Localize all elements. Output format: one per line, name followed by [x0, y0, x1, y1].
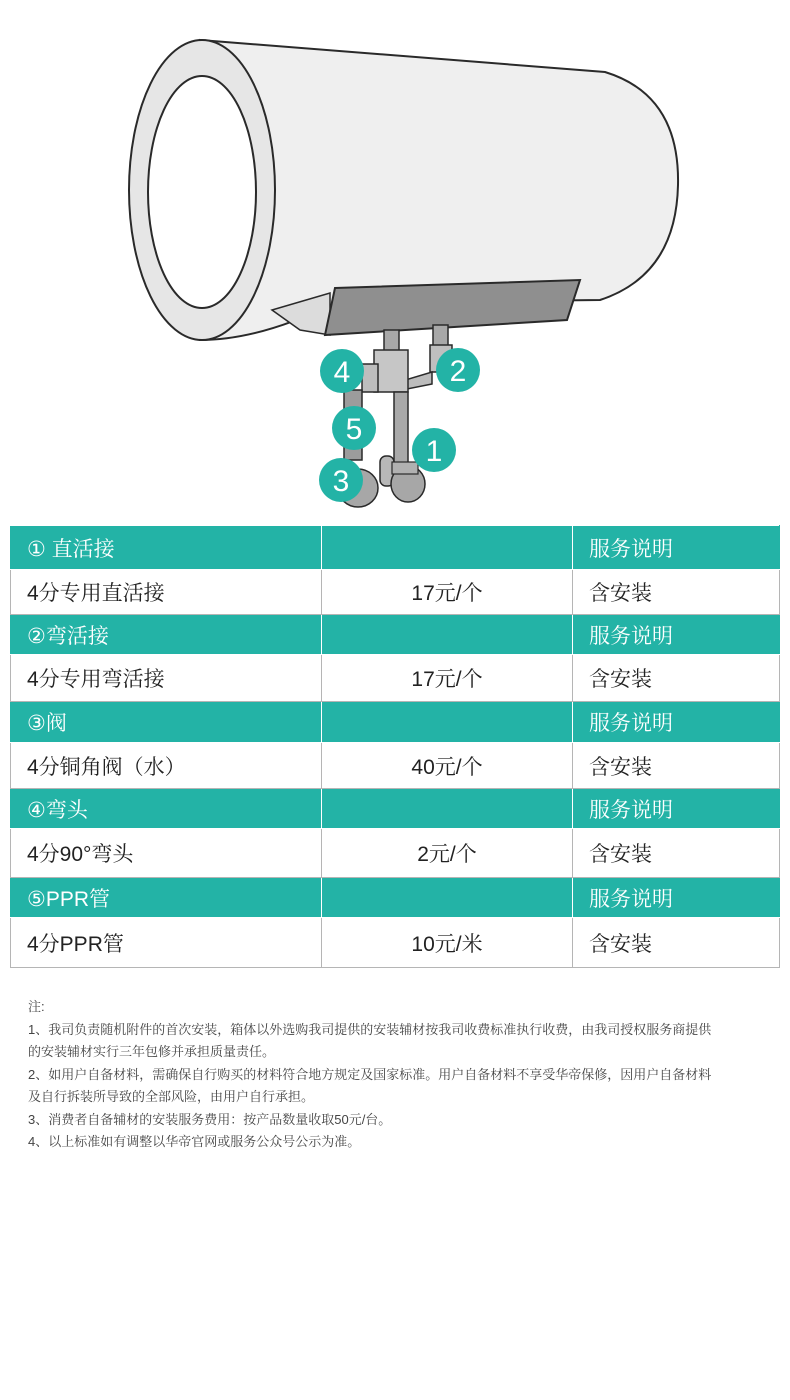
water-heater-illustration: [0, 0, 790, 520]
callout-4-label: 4: [333, 356, 351, 389]
section-title: ⑤PPR管: [11, 878, 322, 918]
callout-1: [412, 428, 456, 472]
section-header-empty: [322, 789, 573, 829]
callout-3-label: 3: [332, 465, 350, 498]
table-row: [11, 829, 780, 878]
table-row: [11, 570, 780, 615]
table-row: [11, 743, 780, 789]
section-header-row: [11, 878, 780, 918]
table-row: [11, 655, 780, 702]
note-line: 1、我司负责随机附件的首次安装，箱体以外选购我司提供的安装辅材按我司收费标准执行收费，由我司授权服务商提供: [28, 1021, 712, 1037]
note-line: 4、以上标准如有调整以华帝官网或服务公众号公示为准。: [28, 1134, 361, 1149]
item-service: 含安装: [573, 655, 780, 702]
callout-3: [319, 458, 363, 502]
accessory-price-table: [10, 525, 780, 968]
service-header: 服务说明: [573, 878, 780, 918]
item-service: 含安装: [573, 918, 780, 968]
item-service: 含安装: [573, 743, 780, 789]
item-price: 2元/个: [322, 829, 573, 878]
item-price: 10元/米: [322, 918, 573, 968]
section-header-row: [11, 702, 780, 743]
item-name: 4分90°弯头: [11, 829, 322, 878]
section-header-row: [11, 615, 780, 655]
section-header-empty: [322, 878, 573, 918]
section-header-row: [11, 789, 780, 829]
section-title: ④弯头: [11, 789, 322, 829]
callout-2-label: 2: [449, 355, 467, 388]
service-header: 服务说明: [573, 615, 780, 655]
item-service: 含安装: [573, 829, 780, 878]
control-panel: [325, 280, 580, 335]
item-name: 4分专用直活接: [11, 570, 322, 615]
item-service: 含安装: [573, 570, 780, 615]
section-header-empty: [322, 526, 573, 570]
section-title: ②弯活接: [11, 615, 322, 655]
callout-5: [332, 406, 376, 450]
item-price: 17元/个: [322, 655, 573, 702]
item-name: 4分专用弯活接: [11, 655, 322, 702]
callout-1-label: 1: [425, 435, 443, 468]
service-header: 服务说明: [573, 789, 780, 829]
item-price: 17元/个: [322, 570, 573, 615]
service-header: 服务说明: [573, 526, 780, 570]
callout-5-label: 5: [345, 413, 363, 446]
notes-label: 注:: [28, 999, 45, 1014]
service-header: 服务说明: [573, 702, 780, 743]
note-line: 2、如用户自备材料，需确保自行购买的材料符合地方规定及国家标准。用户自备材料不享受华帝保修，因用户自备材料: [28, 1066, 712, 1082]
callout-4: [320, 349, 364, 393]
callout-2: [436, 348, 480, 392]
note-line: 及自行拆装所导致的全部风险，由用户自行承担。: [28, 1089, 315, 1104]
section-header-empty: [322, 615, 573, 655]
item-name: 4分铜角阀（水）: [11, 743, 322, 789]
table-row: [11, 918, 780, 968]
item-name: 4分PPR管: [11, 918, 322, 968]
section-header-empty: [322, 702, 573, 743]
section-title: ① 直活接: [11, 526, 322, 570]
section-header-row: [11, 526, 780, 570]
notes-section: [28, 996, 768, 1154]
item-price: 40元/个: [322, 743, 573, 789]
section-title: ③阀: [11, 702, 322, 743]
note-line: 的安装辅材实行三年包修并承担质量责任。: [28, 1044, 276, 1059]
note-line: 3、消费者自备辅材的安装服务费用：按产品数量收取50元/台。: [28, 1111, 392, 1127]
heater-end-cap-inner: [148, 76, 256, 308]
